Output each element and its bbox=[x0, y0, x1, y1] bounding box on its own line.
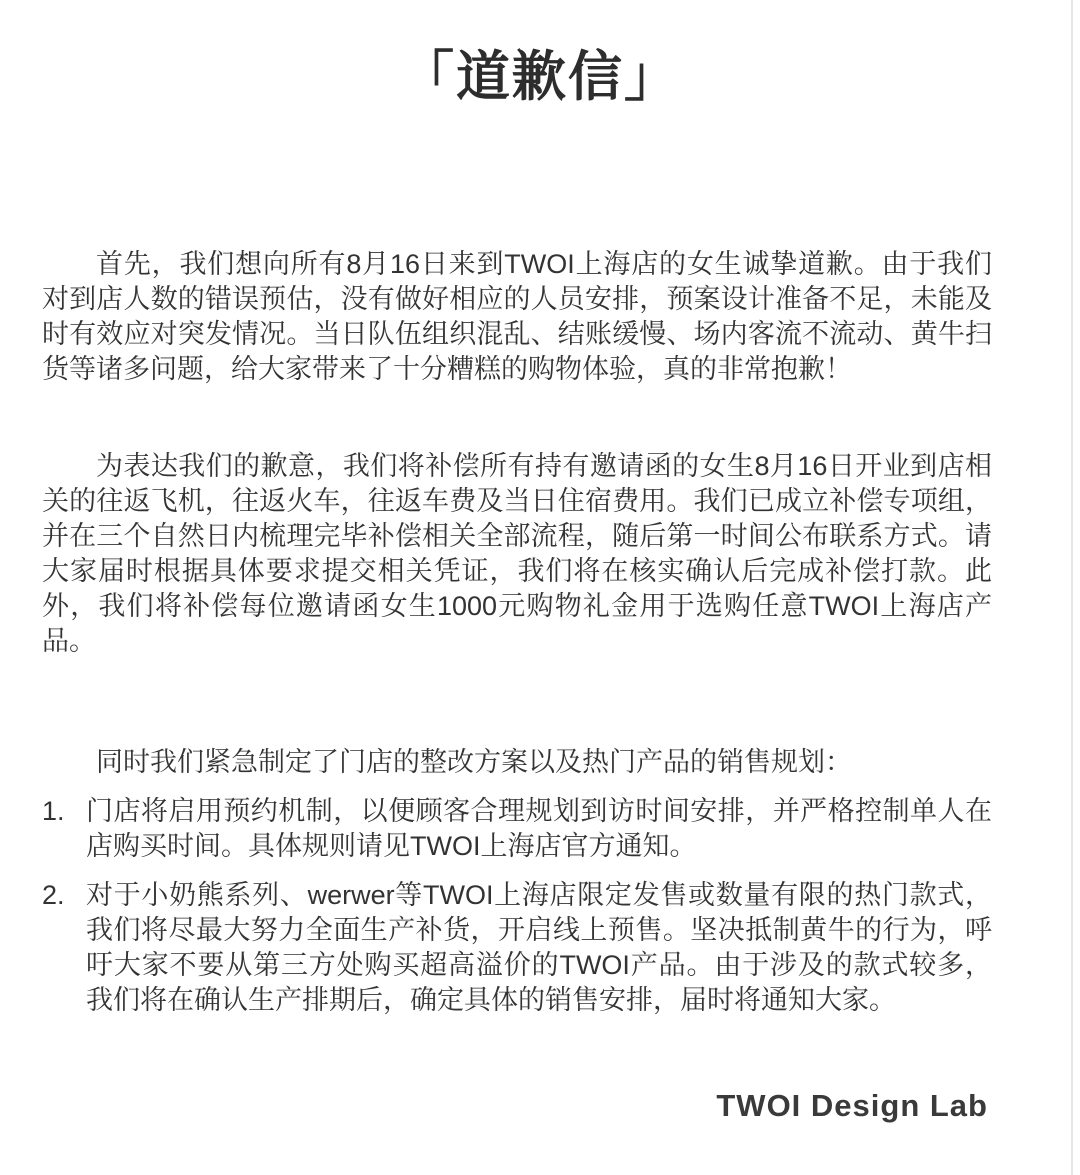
letter-body bbox=[0, 247, 1080, 1018]
paragraph-compensation: 为表达我们的歉意，我们将补偿所有持有邀请函的女生8月16日开业到店相关的往返飞机，往返火车，往返车费及当日住宿费用。我们已成立补偿专项组，并在三个自然日内梳理完毕补偿相关全部流程，随后第一时间公布联系方式。请大家届时根据具体要求提交相关凭证，我们将在核实确认后完成补偿打款。此外，我们将补偿每位邀请函女生1000元购物礼金用于选购任意TWOI上海店产品。 bbox=[42, 451, 992, 656]
page-edge-divider bbox=[1071, 0, 1073, 1175]
plan-list bbox=[42, 794, 992, 1018]
list-item-number: 2. bbox=[42, 880, 65, 910]
paragraph-apology: 首先，我们想向所有8月16日来到TWOI上海店的女生诚挚道歉。由于我们对到店人数的错误预估，没有做好相应的人员安排，预案设计准备不足，未能及时有效应对突发情况。当日队伍组织混乱、结账缓慢、场内客流不流动、黄牛扫货等诸多问题，给大家带来了十分糟糕的购物体验，真的非常抱歉！ bbox=[42, 249, 992, 384]
list-item-restock bbox=[42, 878, 992, 1018]
brand-signature: TWOI Design Lab bbox=[716, 1088, 988, 1123]
paragraph-plan-intro: 同时我们紧急制定了门店的整改方案以及热门产品的销售规划： bbox=[96, 747, 852, 777]
list-item-reservation bbox=[42, 794, 992, 864]
list-item-number: 1. bbox=[42, 796, 65, 826]
list-item-text: 对于小奶熊系列、werwer等TWOI上海店限定发售或数量有限的热门款式，我们将尽最大努力全面生产补货，开启线上预售。坚决抵制黄牛的行为，呼吁大家不要从第三方处购买超高溢价的TWOI产品。由于涉及的款式较多，我们将在确认生产排期后，确定具体的销售安排，届时将通知大家。 bbox=[86, 880, 992, 1015]
page-title: 「道歉信」 bbox=[400, 47, 680, 107]
list-item-text: 门店将启用预约机制，以便顾客合理规划到访时间安排，并严格控制单人在店购买时间。具体规则请见TWOI上海店官方通知。 bbox=[86, 796, 992, 861]
